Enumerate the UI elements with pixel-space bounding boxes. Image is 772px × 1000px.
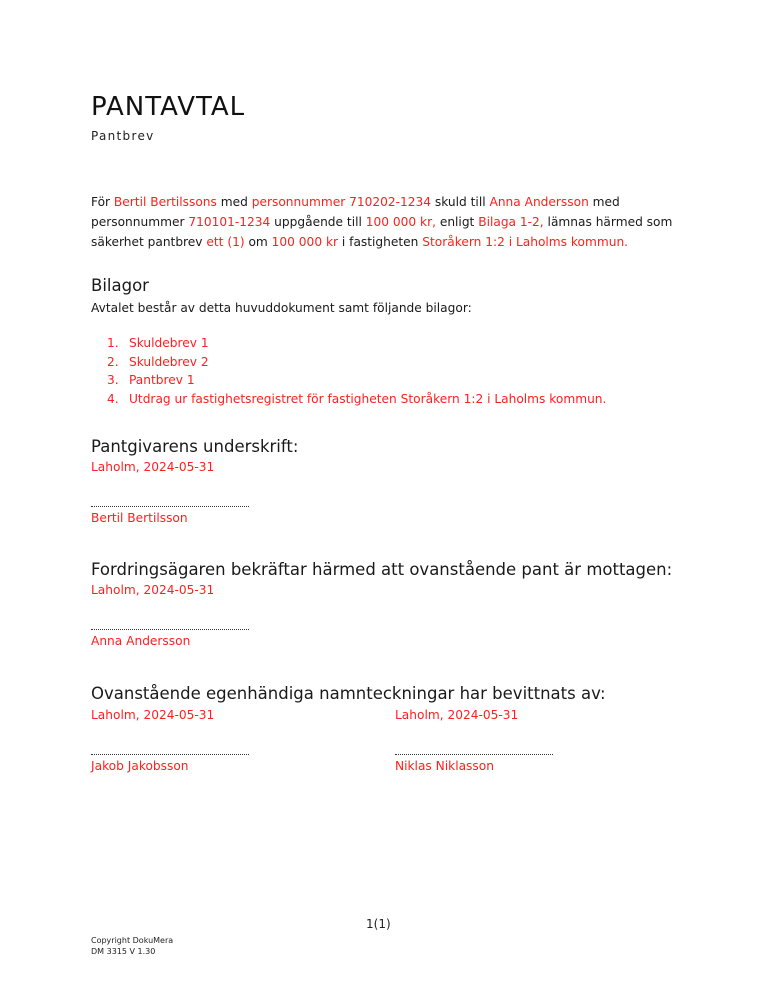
attachment-number: 1.: [107, 336, 119, 350]
signature-line: [91, 494, 249, 507]
attachment-item: [91, 390, 606, 409]
pantgivare-signature-block: [91, 460, 249, 525]
highlighted-field: Anna Andersson: [489, 195, 589, 209]
attachment-item: [91, 353, 606, 372]
attachment-label: Skuldebrev 1: [129, 336, 209, 350]
pantgivare-heading: Pantgivarens underskrift:: [91, 437, 299, 456]
intro-paragraph: [91, 192, 691, 252]
signature-place-date: Laholm, 2024-05-31: [91, 460, 215, 474]
signatory-name: Niklas Niklasson: [395, 759, 494, 773]
signatory-name: Anna Andersson: [91, 634, 191, 648]
intro-text: i fastigheten: [338, 235, 423, 249]
signature-line: [91, 617, 249, 630]
intro-text: enligt: [435, 215, 479, 229]
attachment-list: [91, 334, 606, 408]
attachment-label: Pantbrev 1: [129, 373, 195, 387]
attachment-item: [91, 334, 606, 353]
attachment-number: 3.: [107, 373, 119, 387]
document-title: PANTAVTAL: [91, 92, 246, 122]
intro-text: lämnas härmed som säkerhet pantbrev: [91, 215, 673, 249]
footer-copyright: Copyright DokuMera: [91, 936, 174, 945]
fordringsagare-signature-block: [91, 583, 249, 648]
signatory-name: Jakob Jakobsson: [91, 759, 189, 773]
highlighted-field: personnummer 710202-1234: [251, 195, 432, 209]
attachment-item: [91, 371, 606, 390]
intro-text: med personnummer: [91, 195, 620, 229]
intro-text: skuld till: [431, 195, 490, 209]
attachment-number: 2.: [107, 354, 119, 369]
highlighted-field: 100 000 kr: [271, 235, 339, 249]
attachment-label: Skuldebrev 2: [129, 354, 209, 369]
signature-line: [395, 742, 553, 755]
highlighted-field: Bilaga 1-2,: [478, 215, 544, 229]
attachment-label: Utdrag ur fastighetsregistret för fastigheten Storåkern 1:2 i Laholms kommun.: [129, 391, 607, 406]
bilagor-text: Avtalet består av detta huvuddokument samt följande bilagor:: [91, 301, 472, 315]
witness-signature-block: [91, 708, 249, 773]
document-subtitle: Pantbrev: [91, 129, 155, 143]
highlighted-field: Storåkern 1:2 i Laholms kommun.: [422, 235, 629, 249]
footer: [91, 935, 173, 957]
signatory-name: Bertil Bertilsson: [91, 511, 188, 525]
intro-text: med: [216, 195, 252, 209]
highlighted-field: ett (1): [206, 235, 245, 249]
attachment-number: 4.: [107, 391, 119, 406]
highlighted-field: 100 000 kr,: [365, 215, 436, 229]
highlighted-field: 710101-1234: [188, 215, 271, 229]
fordringsagare-heading: Fordringsägaren bekräftar härmed att ovanstående pant är mottagen:: [91, 560, 673, 579]
highlighted-field: Bertil Bertilssons: [113, 195, 217, 209]
intro-text: om: [244, 235, 272, 249]
intro-text: För: [91, 195, 114, 209]
footer-version: DM 3315 V 1.30: [91, 947, 156, 956]
signature-place-date: Laholm, 2024-05-31: [395, 708, 519, 722]
intro-text: uppgående till: [270, 215, 366, 229]
signature-place-date: Laholm, 2024-05-31: [91, 708, 215, 722]
signature-place-date: Laholm, 2024-05-31: [91, 583, 215, 597]
witness-signature-block: [395, 708, 553, 773]
signature-line: [91, 742, 249, 755]
page-number: 1(1): [366, 917, 391, 931]
witness-heading: Ovanstående egenhändiga namnteckningar har bevittnats av:: [91, 684, 606, 703]
bilagor-heading: Bilagor: [91, 276, 149, 295]
